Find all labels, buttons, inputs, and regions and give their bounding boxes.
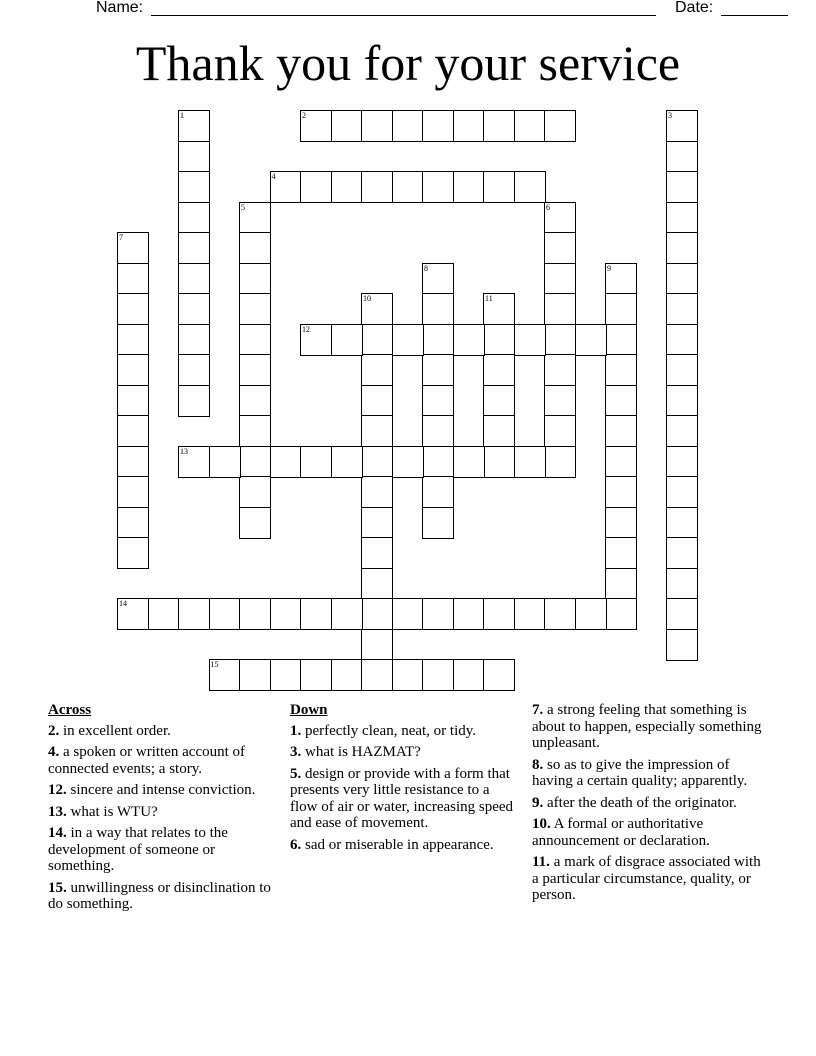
- crossword-cell[interactable]: [453, 446, 485, 478]
- crossword-cell[interactable]: [239, 263, 271, 295]
- crossword-cell[interactable]: [605, 598, 637, 630]
- crossword-cell[interactable]: [178, 202, 210, 234]
- crossword-cell[interactable]: [453, 659, 485, 691]
- down-continued-list: [532, 702, 768, 904]
- clue-number: 4: [271, 172, 276, 181]
- clue-number-label: 7.: [532, 702, 544, 718]
- crossword-cell[interactable]: [422, 324, 454, 356]
- crossword-cell[interactable]: [544, 110, 576, 142]
- down-clue: [290, 744, 520, 761]
- crossword-cell[interactable]: [666, 324, 698, 356]
- down-clue: [532, 816, 768, 849]
- down-list: [290, 723, 520, 854]
- crossword-cell[interactable]: [178, 263, 210, 295]
- crossword-cell[interactable]: [666, 446, 698, 478]
- page-title: Thank you for your service: [135, 35, 681, 91]
- crossword-cell[interactable]: [422, 598, 454, 630]
- crossword-cell[interactable]: [117, 476, 149, 508]
- across-clue: [48, 825, 273, 875]
- crossword-cell[interactable]: [117, 263, 149, 295]
- clue-number-label: 1.: [290, 722, 302, 739]
- crossword-cell[interactable]: [300, 324, 332, 356]
- crossword-cell[interactable]: [361, 507, 393, 539]
- clue-number-label: 14.: [48, 825, 67, 841]
- clue-number: 3: [668, 111, 672, 120]
- crossword-cell[interactable]: [270, 171, 302, 203]
- crossword-cell[interactable]: [117, 598, 149, 630]
- clue-text: in excellent order.: [59, 722, 171, 739]
- clue-number-label: 15.: [48, 879, 67, 896]
- crossword-cell[interactable]: [178, 324, 210, 356]
- crossword-cell[interactable]: [544, 385, 576, 417]
- clue-text: unwillingness or disinclination to do something.: [48, 879, 271, 912]
- crossword-cell[interactable]: [300, 598, 332, 630]
- clue-number-label: 3.: [290, 744, 302, 760]
- crossword-cell[interactable]: [361, 476, 393, 508]
- crossword-cell[interactable]: [514, 171, 546, 203]
- crossword-cell[interactable]: [666, 354, 698, 386]
- crossword-cell[interactable]: [422, 171, 454, 203]
- crossword-cell[interactable]: [666, 232, 698, 264]
- crossword-cell[interactable]: [178, 354, 210, 386]
- crossword-cell[interactable]: [605, 507, 637, 539]
- clue-number: 8: [424, 263, 428, 273]
- crossword-cell[interactable]: [392, 110, 424, 142]
- crossword-cell[interactable]: [117, 537, 149, 569]
- across-clue: [48, 804, 273, 821]
- crossword-cell[interactable]: [300, 171, 332, 203]
- crossword-cell[interactable]: [331, 324, 363, 356]
- crossword-cell[interactable]: [209, 659, 241, 691]
- crossword-cell[interactable]: [483, 598, 515, 630]
- clue-number: 10: [363, 294, 371, 303]
- crossword-cell[interactable]: [270, 659, 302, 691]
- crossword-cell[interactable]: [117, 324, 149, 356]
- crossword-cell[interactable]: [239, 446, 271, 478]
- crossword-cell[interactable]: [239, 598, 271, 630]
- crossword-cell[interactable]: [666, 476, 698, 508]
- crossword-cell[interactable]: [361, 415, 393, 447]
- down-heading: Down: [290, 702, 328, 718]
- crossword-cell[interactable]: [361, 354, 393, 386]
- crossword-cell[interactable]: [483, 659, 515, 691]
- crossword-cell[interactable]: [575, 324, 607, 356]
- crossword-cell[interactable]: [544, 415, 576, 447]
- crossword-cell[interactable]: [300, 110, 332, 142]
- crossword-cell[interactable]: [361, 446, 393, 478]
- down-clue: [290, 723, 520, 740]
- across-clue: [48, 880, 273, 913]
- crossword-cell[interactable]: [514, 446, 546, 478]
- clue-number-label: 10.: [532, 816, 551, 832]
- crossword-cell[interactable]: [361, 629, 393, 661]
- crossword-cell[interactable]: [605, 476, 637, 508]
- crossword-cell[interactable]: [544, 202, 576, 234]
- crossword-cell[interactable]: [666, 568, 698, 600]
- down-clue: [290, 837, 520, 854]
- crossword-cell[interactable]: [422, 659, 454, 691]
- crossword-cell[interactable]: [178, 446, 210, 478]
- crossword-cell[interactable]: [666, 141, 698, 173]
- crossword-cell[interactable]: [422, 354, 454, 386]
- crossword-cell[interactable]: [422, 415, 454, 447]
- crossword-cell[interactable]: [117, 232, 149, 264]
- crossword-cell[interactable]: [422, 293, 454, 325]
- crossword-cell[interactable]: [117, 385, 149, 417]
- crossword-cell[interactable]: [605, 415, 637, 447]
- crossword-cell[interactable]: [239, 324, 271, 356]
- crossword-cell[interactable]: [178, 141, 210, 173]
- crossword-cell[interactable]: [361, 659, 393, 691]
- clue-number: 15: [210, 660, 219, 669]
- across-heading: Across: [48, 702, 92, 718]
- crossword-cell[interactable]: [605, 324, 637, 356]
- crossword-cell[interactable]: [422, 476, 454, 508]
- clue-text: perfectly clean, neat, or tidy.: [301, 722, 477, 739]
- clue-number: 7: [119, 233, 123, 242]
- crossword-cell[interactable]: [178, 385, 210, 417]
- crossword-cell[interactable]: [117, 354, 149, 386]
- crossword-cell[interactable]: [361, 293, 393, 325]
- across-list: [48, 723, 273, 913]
- crossword-cell[interactable]: [331, 171, 363, 203]
- crossword-cell[interactable]: [453, 171, 485, 203]
- crossword-cell[interactable]: [422, 385, 454, 417]
- crossword-cell[interactable]: [483, 171, 515, 203]
- crossword-cell[interactable]: [544, 354, 576, 386]
- crossword-cell[interactable]: [483, 110, 515, 142]
- crossword-cell[interactable]: [483, 354, 515, 386]
- clue-number: 11: [485, 294, 493, 303]
- crossword-cell[interactable]: [666, 263, 698, 295]
- clue-number-label: 6.: [290, 836, 302, 853]
- down-clues: [290, 702, 520, 858]
- clue-text: A formal or authoritative announcement or declaration.: [532, 816, 710, 849]
- crossword-cell[interactable]: [361, 385, 393, 417]
- clue-number-label: 13.: [48, 803, 67, 820]
- crossword-cell[interactable]: [300, 446, 332, 478]
- name-label: Name:: [96, 0, 144, 16]
- date-label: Date:: [675, 0, 714, 16]
- crossword-cell[interactable]: [239, 415, 271, 447]
- down-clue: [532, 854, 768, 904]
- crossword-cell[interactable]: [178, 598, 210, 630]
- crossword-cell[interactable]: [483, 446, 515, 478]
- crossword-cell[interactable]: [117, 415, 149, 447]
- crossword-cell[interactable]: [483, 324, 515, 356]
- across-clues: [48, 702, 273, 918]
- clue-number: 5: [241, 202, 245, 212]
- crossword-cell[interactable]: [178, 293, 210, 325]
- crossword-cell[interactable]: [148, 598, 180, 630]
- crossword-cell[interactable]: [666, 598, 698, 630]
- crossword-cell[interactable]: [422, 110, 454, 142]
- clue-text: a mark of disgrace associated with a particular circumstance, quality, or person.: [532, 854, 761, 903]
- crossword-cell[interactable]: [361, 171, 393, 203]
- crossword-cell[interactable]: [300, 659, 332, 691]
- crossword-cell[interactable]: [605, 568, 637, 600]
- crossword-cell[interactable]: [239, 659, 271, 691]
- crossword-cell[interactable]: [575, 598, 607, 630]
- clue-text: what is HAZMAT?: [301, 744, 421, 760]
- clue-number-label: 8.: [532, 756, 544, 773]
- clue-text: after the death of the originator.: [543, 794, 737, 811]
- crossword-cell[interactable]: [117, 507, 149, 539]
- crossword-cell[interactable]: [361, 568, 393, 600]
- down-clues-continued: [532, 702, 768, 909]
- crossword-cell[interactable]: [331, 598, 363, 630]
- crossword-cell[interactable]: [666, 415, 698, 447]
- clue-text: a strong feeling that something is about to happen, especially something unpleasant.: [532, 702, 762, 751]
- crossword-cell[interactable]: [605, 537, 637, 569]
- crossword-cell[interactable]: [666, 110, 698, 142]
- crossword-cell[interactable]: [239, 354, 271, 386]
- clue-number: 1: [180, 111, 184, 120]
- crossword-cell[interactable]: [392, 324, 424, 356]
- crossword-cell[interactable]: [270, 598, 302, 630]
- crossword-cell[interactable]: [666, 629, 698, 661]
- crossword-cell[interactable]: [270, 446, 302, 478]
- clue-number-label: 4.: [48, 744, 60, 760]
- clue-number-label: 2.: [48, 722, 60, 739]
- crossword-cell[interactable]: [117, 446, 149, 478]
- crossword-cell[interactable]: [117, 293, 149, 325]
- crossword-cell[interactable]: [361, 324, 393, 356]
- clue-text: in a way that relates to the development of someone or something.: [48, 825, 228, 874]
- crossword-cell[interactable]: [514, 324, 546, 356]
- crossword-cell[interactable]: [392, 446, 424, 478]
- crossword-cell[interactable]: [239, 293, 271, 325]
- clue-number: 9: [607, 263, 611, 273]
- crossword-cell[interactable]: [178, 232, 210, 264]
- crossword-cell[interactable]: [422, 446, 454, 478]
- crossword-cell[interactable]: [483, 415, 515, 447]
- clue-text: so as to give the impression of having a certain quality; apparently.: [532, 756, 748, 789]
- crossword-cell[interactable]: [331, 659, 363, 691]
- crossword-cell[interactable]: [544, 293, 576, 325]
- crossword-cell[interactable]: [666, 171, 698, 203]
- down-clue: [532, 702, 768, 752]
- crossword-cell[interactable]: [666, 202, 698, 234]
- down-clue: [532, 757, 768, 790]
- crossword-cell[interactable]: [361, 537, 393, 569]
- crossword-cell[interactable]: [666, 507, 698, 539]
- clue-number-label: 9.: [532, 794, 544, 811]
- clue-text: a spoken or written account of connected events; a story.: [48, 744, 246, 777]
- crossword-cell[interactable]: [361, 598, 393, 630]
- crossword-cell[interactable]: [666, 293, 698, 325]
- clue-text: design or provide with a form that presents very little resistance to a flow of air or water, increasing speed and ease of movement.: [290, 765, 514, 831]
- clue-number: 13: [180, 446, 188, 456]
- clue-number: 14: [119, 599, 127, 608]
- crossword-cell[interactable]: [239, 385, 271, 417]
- across-clue: [48, 723, 273, 740]
- crossword-cell[interactable]: [544, 232, 576, 264]
- clue-number-label: 5.: [290, 765, 302, 782]
- clue-text: sad or miserable in appearance.: [301, 836, 494, 853]
- crossword-cell[interactable]: [453, 110, 485, 142]
- crossword-cell[interactable]: [209, 446, 241, 478]
- crossword-cell[interactable]: [544, 598, 576, 630]
- crossword-cell[interactable]: [666, 385, 698, 417]
- crossword-cell[interactable]: [361, 110, 393, 142]
- crossword-cell[interactable]: [605, 263, 637, 295]
- crossword-cell[interactable]: [544, 446, 576, 478]
- clue-text: sincere and intense conviction.: [66, 782, 256, 798]
- crossword-cell[interactable]: [453, 598, 485, 630]
- crossword-cell[interactable]: [178, 171, 210, 203]
- crossword-cell[interactable]: [392, 659, 424, 691]
- crossword-cell[interactable]: [483, 293, 515, 325]
- crossword-cell[interactable]: [331, 110, 363, 142]
- crossword-cell[interactable]: [392, 171, 424, 203]
- clue-number-label: 12.: [48, 782, 67, 798]
- crossword-cell[interactable]: [544, 263, 576, 295]
- clue-number: 12: [302, 324, 310, 334]
- crossword-cell[interactable]: [453, 324, 485, 356]
- crossword-cell[interactable]: [209, 598, 241, 630]
- crossword-cell[interactable]: [392, 598, 424, 630]
- crossword-cell[interactable]: [514, 110, 546, 142]
- crossword-cell[interactable]: [605, 385, 637, 417]
- crossword-cell[interactable]: [331, 446, 363, 478]
- crossword-cell[interactable]: [239, 507, 271, 539]
- crossword-cell[interactable]: [239, 202, 271, 234]
- across-clue: [48, 782, 273, 799]
- crossword-cell[interactable]: [605, 293, 637, 325]
- crossword-cell[interactable]: [605, 354, 637, 386]
- crossword-cell[interactable]: [514, 598, 546, 630]
- crossword-cell[interactable]: [239, 476, 271, 508]
- clue-number: 6: [546, 202, 550, 212]
- clue-number: 2: [302, 111, 306, 120]
- crossword-cell[interactable]: [605, 446, 637, 478]
- crossword-cell[interactable]: [178, 110, 210, 142]
- crossword-cell[interactable]: [544, 324, 576, 356]
- across-clue: [48, 744, 273, 777]
- crossword-cell[interactable]: [422, 263, 454, 295]
- crossword-cell[interactable]: [239, 232, 271, 264]
- clue-text: what is WTU?: [66, 803, 158, 820]
- clue-number-label: 11.: [532, 854, 550, 870]
- down-clue: [532, 795, 768, 812]
- down-clue: [290, 766, 520, 832]
- crossword-cell[interactable]: [422, 507, 454, 539]
- crossword-cell[interactable]: [666, 537, 698, 569]
- crossword-cell[interactable]: [483, 385, 515, 417]
